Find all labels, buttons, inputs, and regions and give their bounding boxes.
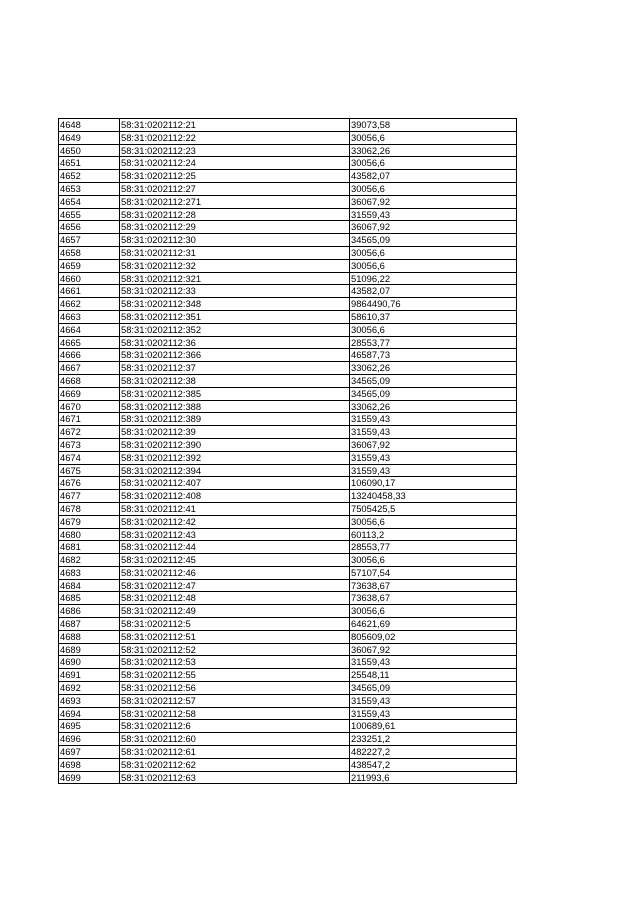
value-cell: 805609,02 bbox=[350, 630, 517, 643]
row-number-cell: 4679 bbox=[59, 515, 120, 528]
row-number-cell: 4685 bbox=[59, 592, 120, 605]
value-cell: 31559,43 bbox=[350, 426, 517, 439]
cadastral-number-cell: 58:31:0202112:27 bbox=[120, 182, 350, 195]
row-number-cell: 4682 bbox=[59, 554, 120, 567]
table-row bbox=[59, 144, 517, 157]
table-row bbox=[59, 502, 517, 515]
table-row bbox=[59, 605, 517, 618]
table-row bbox=[59, 195, 517, 208]
value-cell: 64621,69 bbox=[350, 618, 517, 631]
value-cell: 46587,73 bbox=[350, 349, 517, 362]
cadastral-number-cell: 58:31:0202112:29 bbox=[120, 221, 350, 234]
table-row bbox=[59, 720, 517, 733]
row-number-cell: 4656 bbox=[59, 221, 120, 234]
table-row bbox=[59, 310, 517, 323]
cadastral-number-cell: 58:31:0202112:53 bbox=[120, 656, 350, 669]
table-row bbox=[59, 477, 517, 490]
value-cell: 73638,67 bbox=[350, 579, 517, 592]
value-cell: 30056,6 bbox=[350, 515, 517, 528]
value-cell: 31559,43 bbox=[350, 694, 517, 707]
value-cell: 33062,26 bbox=[350, 400, 517, 413]
value-cell: 60113,2 bbox=[350, 528, 517, 541]
value-cell: 30056,6 bbox=[350, 259, 517, 272]
table-row bbox=[59, 362, 517, 375]
row-number-cell: 4688 bbox=[59, 630, 120, 643]
table-row bbox=[59, 733, 517, 746]
cadastral-number-cell: 58:31:0202112:36 bbox=[120, 336, 350, 349]
table-row bbox=[59, 387, 517, 400]
cadastral-number-cell: 58:31:0202112:61 bbox=[120, 746, 350, 759]
table-row bbox=[59, 400, 517, 413]
table-row bbox=[59, 707, 517, 720]
table-row bbox=[59, 426, 517, 439]
value-cell: 36067,92 bbox=[350, 438, 517, 451]
value-cell: 73638,67 bbox=[350, 592, 517, 605]
cadastral-number-cell: 58:31:0202112:31 bbox=[120, 246, 350, 259]
cadastral-number-cell: 58:31:0202112:33 bbox=[120, 285, 350, 298]
value-cell: 100689,61 bbox=[350, 720, 517, 733]
row-number-cell: 4673 bbox=[59, 438, 120, 451]
value-cell: 43582,07 bbox=[350, 170, 517, 183]
value-cell: 30056,6 bbox=[350, 554, 517, 567]
table-row bbox=[59, 669, 517, 682]
cadastral-number-cell: 58:31:0202112:62 bbox=[120, 758, 350, 771]
cadastral-number-cell: 58:31:0202112:348 bbox=[120, 298, 350, 311]
value-cell: 9864490,76 bbox=[350, 298, 517, 311]
row-number-cell: 4665 bbox=[59, 336, 120, 349]
cadastral-number-cell: 58:31:0202112:42 bbox=[120, 515, 350, 528]
row-number-cell: 4652 bbox=[59, 170, 120, 183]
cadastral-number-cell: 58:31:0202112:23 bbox=[120, 144, 350, 157]
value-cell: 51096,22 bbox=[350, 272, 517, 285]
table-row bbox=[59, 438, 517, 451]
value-cell: 36067,92 bbox=[350, 195, 517, 208]
value-cell: 43582,07 bbox=[350, 285, 517, 298]
value-cell: 34565,09 bbox=[350, 374, 517, 387]
table-row bbox=[59, 119, 517, 132]
table-row bbox=[59, 131, 517, 144]
table-row bbox=[59, 771, 517, 784]
row-number-cell: 4669 bbox=[59, 387, 120, 400]
value-cell: 31559,43 bbox=[350, 208, 517, 221]
value-cell: 438547,2 bbox=[350, 758, 517, 771]
cadastral-number-cell: 58:31:0202112:366 bbox=[120, 349, 350, 362]
row-number-cell: 4687 bbox=[59, 618, 120, 631]
cadastral-number-cell: 58:31:0202112:30 bbox=[120, 234, 350, 247]
table-row bbox=[59, 157, 517, 170]
cadastral-number-cell: 58:31:0202112:394 bbox=[120, 464, 350, 477]
value-cell: 30056,6 bbox=[350, 182, 517, 195]
cadastral-number-cell: 58:31:0202112:22 bbox=[120, 131, 350, 144]
value-cell: 28553,77 bbox=[350, 541, 517, 554]
value-cell: 33062,26 bbox=[350, 362, 517, 375]
cadastral-number-cell: 58:31:0202112:55 bbox=[120, 669, 350, 682]
row-number-cell: 4670 bbox=[59, 400, 120, 413]
cadastral-number-cell: 58:31:0202112:60 bbox=[120, 733, 350, 746]
value-cell: 31559,43 bbox=[350, 656, 517, 669]
value-cell: 36067,92 bbox=[350, 221, 517, 234]
cadastral-number-cell: 58:31:0202112:52 bbox=[120, 643, 350, 656]
value-cell: 39073,58 bbox=[350, 119, 517, 132]
cadastral-number-cell: 58:31:0202112:51 bbox=[120, 630, 350, 643]
table-row bbox=[59, 451, 517, 464]
table-row bbox=[59, 656, 517, 669]
cadastral-number-cell: 58:31:0202112:24 bbox=[120, 157, 350, 170]
row-number-cell: 4691 bbox=[59, 669, 120, 682]
row-number-cell: 4697 bbox=[59, 746, 120, 759]
table-row bbox=[59, 208, 517, 221]
row-number-cell: 4658 bbox=[59, 246, 120, 259]
value-cell: 233251,2 bbox=[350, 733, 517, 746]
row-number-cell: 4651 bbox=[59, 157, 120, 170]
row-number-cell: 4678 bbox=[59, 502, 120, 515]
value-cell: 28553,77 bbox=[350, 336, 517, 349]
row-number-cell: 4683 bbox=[59, 566, 120, 579]
table-row bbox=[59, 349, 517, 362]
table-row bbox=[59, 246, 517, 259]
cadastral-number-cell: 58:31:0202112:57 bbox=[120, 694, 350, 707]
table-row bbox=[59, 515, 517, 528]
value-cell: 31559,43 bbox=[350, 464, 517, 477]
cadastral-number-cell: 58:31:0202112:63 bbox=[120, 771, 350, 784]
cadastral-number-cell: 58:31:0202112:407 bbox=[120, 477, 350, 490]
value-cell: 31559,43 bbox=[350, 413, 517, 426]
value-cell: 36067,92 bbox=[350, 643, 517, 656]
value-cell: 25548,11 bbox=[350, 669, 517, 682]
row-number-cell: 4653 bbox=[59, 182, 120, 195]
value-cell: 33062,26 bbox=[350, 144, 517, 157]
cadastral-number-cell: 58:31:0202112:352 bbox=[120, 323, 350, 336]
table-row bbox=[59, 490, 517, 503]
value-cell: 211993,6 bbox=[350, 771, 517, 784]
row-number-cell: 4698 bbox=[59, 758, 120, 771]
row-number-cell: 4680 bbox=[59, 528, 120, 541]
row-number-cell: 4677 bbox=[59, 490, 120, 503]
table-row bbox=[59, 234, 517, 247]
cadastral-number-cell: 58:31:0202112:37 bbox=[120, 362, 350, 375]
row-number-cell: 4664 bbox=[59, 323, 120, 336]
row-number-cell: 4654 bbox=[59, 195, 120, 208]
row-number-cell: 4662 bbox=[59, 298, 120, 311]
table-row bbox=[59, 170, 517, 183]
cadastral-number-cell: 58:31:0202112:39 bbox=[120, 426, 350, 439]
cadastral-number-cell: 58:31:0202112:28 bbox=[120, 208, 350, 221]
table-row bbox=[59, 579, 517, 592]
table-row bbox=[59, 464, 517, 477]
table-row bbox=[59, 259, 517, 272]
cadastral-number-cell: 58:31:0202112:408 bbox=[120, 490, 350, 503]
cadastral-number-cell: 58:31:0202112:56 bbox=[120, 682, 350, 695]
cadastral-number-cell: 58:31:0202112:21 bbox=[120, 119, 350, 132]
cadastral-number-cell: 58:31:0202112:385 bbox=[120, 387, 350, 400]
row-number-cell: 4666 bbox=[59, 349, 120, 362]
cadastral-number-cell: 58:31:0202112:388 bbox=[120, 400, 350, 413]
cadastral-number-cell: 58:31:0202112:58 bbox=[120, 707, 350, 720]
row-number-cell: 4694 bbox=[59, 707, 120, 720]
cadastral-number-cell: 58:31:0202112:6 bbox=[120, 720, 350, 733]
value-cell: 34565,09 bbox=[350, 234, 517, 247]
row-number-cell: 4696 bbox=[59, 733, 120, 746]
table-row bbox=[59, 272, 517, 285]
cadastral-number-cell: 58:31:0202112:46 bbox=[120, 566, 350, 579]
value-cell: 13240458,33 bbox=[350, 490, 517, 503]
row-number-cell: 4660 bbox=[59, 272, 120, 285]
table-row bbox=[59, 541, 517, 554]
table-row bbox=[59, 566, 517, 579]
cadastral-number-cell: 58:31:0202112:44 bbox=[120, 541, 350, 554]
cadastral-number-cell: 58:31:0202112:271 bbox=[120, 195, 350, 208]
cadastral-number-cell: 58:31:0202112:392 bbox=[120, 451, 350, 464]
row-number-cell: 4676 bbox=[59, 477, 120, 490]
row-number-cell: 4675 bbox=[59, 464, 120, 477]
table-row bbox=[59, 618, 517, 631]
row-number-cell: 4650 bbox=[59, 144, 120, 157]
cadastral-number-cell: 58:31:0202112:390 bbox=[120, 438, 350, 451]
row-number-cell: 4671 bbox=[59, 413, 120, 426]
cadastral-number-cell: 58:31:0202112:32 bbox=[120, 259, 350, 272]
row-number-cell: 4668 bbox=[59, 374, 120, 387]
cadastral-number-cell: 58:31:0202112:47 bbox=[120, 579, 350, 592]
table-row bbox=[59, 554, 517, 567]
row-number-cell: 4649 bbox=[59, 131, 120, 144]
table-row bbox=[59, 182, 517, 195]
row-number-cell: 4693 bbox=[59, 694, 120, 707]
row-number-cell: 4674 bbox=[59, 451, 120, 464]
row-number-cell: 4684 bbox=[59, 579, 120, 592]
cadastral-number-cell: 58:31:0202112:49 bbox=[120, 605, 350, 618]
value-cell: 57107,54 bbox=[350, 566, 517, 579]
value-cell: 58610,37 bbox=[350, 310, 517, 323]
table-row bbox=[59, 694, 517, 707]
table-row bbox=[59, 643, 517, 656]
cadastral-number-cell: 58:31:0202112:41 bbox=[120, 502, 350, 515]
row-number-cell: 4699 bbox=[59, 771, 120, 784]
value-cell: 7505425,5 bbox=[350, 502, 517, 515]
value-cell: 482227,2 bbox=[350, 746, 517, 759]
row-number-cell: 4648 bbox=[59, 119, 120, 132]
value-cell: 31559,43 bbox=[350, 451, 517, 464]
cadastral-number-cell: 58:31:0202112:351 bbox=[120, 310, 350, 323]
table-body bbox=[59, 119, 517, 784]
table-row bbox=[59, 323, 517, 336]
table-row bbox=[59, 221, 517, 234]
cadastral-number-cell: 58:31:0202112:5 bbox=[120, 618, 350, 631]
row-number-cell: 4661 bbox=[59, 285, 120, 298]
value-cell: 30056,6 bbox=[350, 323, 517, 336]
value-cell: 34565,09 bbox=[350, 682, 517, 695]
row-number-cell: 4681 bbox=[59, 541, 120, 554]
row-number-cell: 4659 bbox=[59, 259, 120, 272]
table-row bbox=[59, 413, 517, 426]
table-row bbox=[59, 630, 517, 643]
cadastral-number-cell: 58:31:0202112:321 bbox=[120, 272, 350, 285]
cadastral-number-cell: 58:31:0202112:48 bbox=[120, 592, 350, 605]
row-number-cell: 4667 bbox=[59, 362, 120, 375]
row-number-cell: 4689 bbox=[59, 643, 120, 656]
value-cell: 30056,6 bbox=[350, 246, 517, 259]
table-row bbox=[59, 528, 517, 541]
row-number-cell: 4672 bbox=[59, 426, 120, 439]
value-cell: 34565,09 bbox=[350, 387, 517, 400]
row-number-cell: 4657 bbox=[59, 234, 120, 247]
table-row bbox=[59, 285, 517, 298]
row-number-cell: 4690 bbox=[59, 656, 120, 669]
row-number-cell: 4692 bbox=[59, 682, 120, 695]
table-row bbox=[59, 336, 517, 349]
table-row bbox=[59, 758, 517, 771]
table-row bbox=[59, 298, 517, 311]
row-number-cell: 4686 bbox=[59, 605, 120, 618]
value-cell: 106090,17 bbox=[350, 477, 517, 490]
cadastral-number-cell: 58:31:0202112:45 bbox=[120, 554, 350, 567]
value-cell: 30056,6 bbox=[350, 131, 517, 144]
cadastral-number-cell: 58:31:0202112:38 bbox=[120, 374, 350, 387]
row-number-cell: 4655 bbox=[59, 208, 120, 221]
row-number-cell: 4695 bbox=[59, 720, 120, 733]
table-row bbox=[59, 592, 517, 605]
cadastral-value-table bbox=[58, 118, 517, 784]
value-cell: 30056,6 bbox=[350, 605, 517, 618]
cadastral-number-cell: 58:31:0202112:43 bbox=[120, 528, 350, 541]
table-row bbox=[59, 374, 517, 387]
cadastral-number-cell: 58:31:0202112:389 bbox=[120, 413, 350, 426]
table-row bbox=[59, 682, 517, 695]
cadastral-number-cell: 58:31:0202112:25 bbox=[120, 170, 350, 183]
row-number-cell: 4663 bbox=[59, 310, 120, 323]
table-row bbox=[59, 746, 517, 759]
value-cell: 31559,43 bbox=[350, 707, 517, 720]
value-cell: 30056,6 bbox=[350, 157, 517, 170]
